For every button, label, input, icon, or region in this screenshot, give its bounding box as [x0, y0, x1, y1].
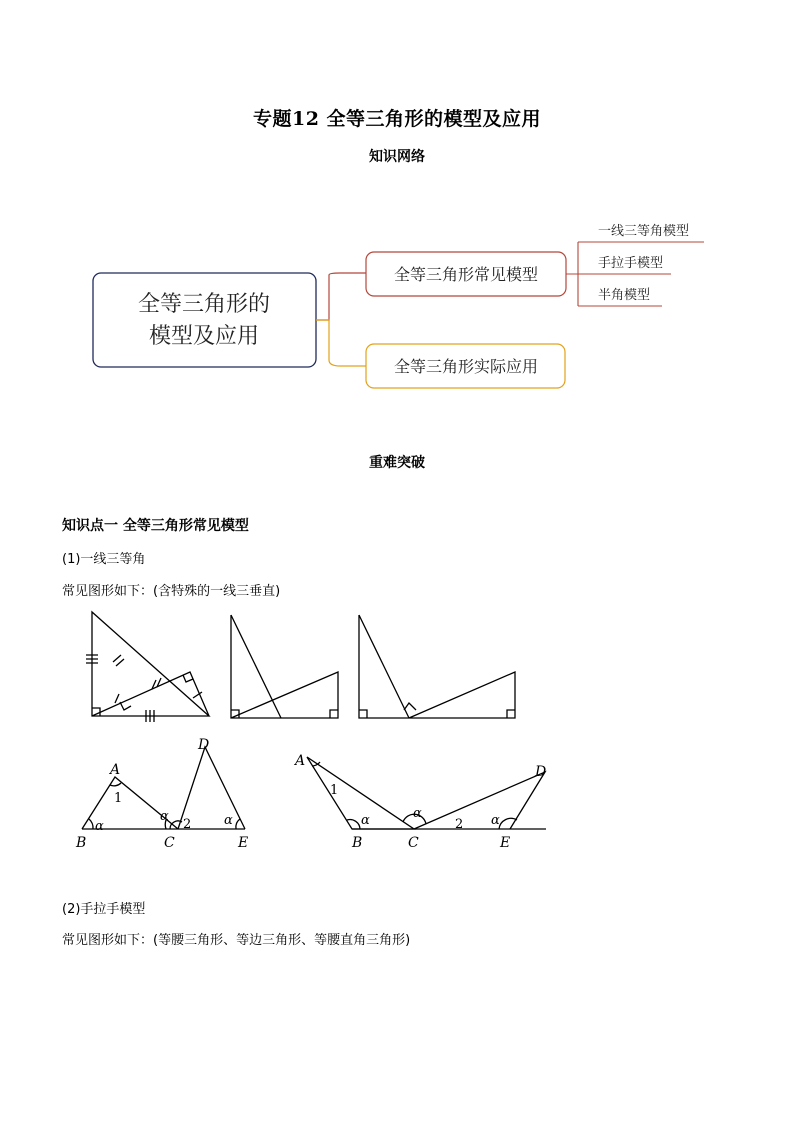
- mindmap-root-box: [93, 273, 316, 367]
- label-left-E: E: [238, 835, 249, 851]
- item-2-title: (2)手拉手模型: [62, 902, 146, 917]
- label-left-alpha-e: α: [224, 813, 233, 828]
- label-right-alpha-e: α: [491, 813, 500, 828]
- fig1-triangle-left: [92, 612, 209, 716]
- mindmap-root-line1: 全等三角形的: [137, 292, 271, 317]
- label-left-B: B: [76, 835, 87, 851]
- fig2-shape: [231, 615, 338, 718]
- connector-practical: [316, 320, 366, 366]
- label-right-angle2: 2: [455, 817, 464, 832]
- fig3-shape: [359, 615, 515, 718]
- mindmap-leaf-2: 手拉手模型: [598, 256, 664, 271]
- mindmap-branch-common-label: 全等三角形常见模型: [393, 265, 539, 284]
- mindmap-root-line2: 模型及应用: [148, 324, 260, 349]
- mindmap-leaf-1: 一线三等角模型: [598, 224, 690, 239]
- item-1-desc: 常见图形如下：(含特殊的一线三垂直): [62, 584, 281, 599]
- label-left-C: C: [164, 835, 175, 851]
- label-right-B: B: [352, 835, 363, 851]
- page-title: 专题12 全等三角形的模型及应用: [252, 108, 542, 130]
- knowledge-point-heading: 知识点一 全等三角形常见模型: [62, 518, 249, 534]
- label-left-angle2: 2: [183, 817, 192, 832]
- item-1-title: (1)一线三等角: [62, 552, 146, 567]
- label-right-alpha-b: α: [361, 813, 370, 828]
- figure-row-equal-angles: [0, 732, 794, 857]
- label-left-alpha-b: α: [95, 819, 104, 834]
- label-right-D: D: [535, 764, 547, 780]
- label-right-angle1: 1: [330, 783, 339, 798]
- section-heading-network: 知识网络: [369, 149, 425, 165]
- label-left-A: A: [110, 762, 121, 778]
- mindmap-leaf-3: 半角模型: [598, 288, 651, 303]
- right-triangle-cde: [414, 772, 545, 829]
- label-left-angle1: 1: [114, 791, 123, 806]
- fig1-triangle-right: [92, 672, 209, 716]
- label-right-alpha-c: α: [413, 806, 422, 821]
- label-left-D: D: [198, 737, 210, 753]
- mindmap-branch-practical-label: 全等三角形实际应用: [393, 357, 539, 376]
- label-left-alpha-c: α: [160, 809, 169, 824]
- item-2-desc: 常见图形如下：(等腰三角形、等边三角形、等腰直角三角形): [62, 933, 411, 948]
- section-heading-breakthrough: 重难突破: [369, 455, 425, 471]
- label-right-C: C: [408, 835, 419, 851]
- label-right-E: E: [500, 835, 511, 851]
- mindmap: [0, 200, 794, 400]
- figure-row-perpendicular: [0, 600, 794, 735]
- connector-common: [316, 273, 366, 320]
- label-right-A: A: [295, 753, 306, 769]
